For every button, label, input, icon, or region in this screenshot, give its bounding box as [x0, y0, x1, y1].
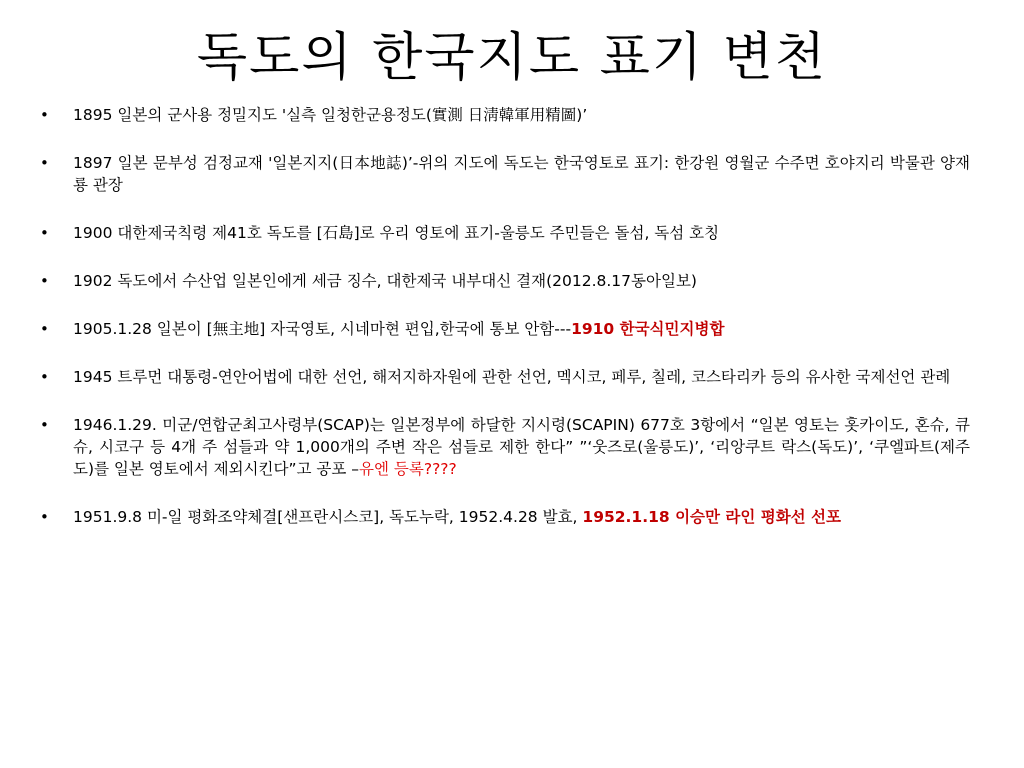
bullet-highlight: 유엔 등록????	[359, 460, 457, 478]
bullet-dot-icon: •	[40, 508, 49, 526]
bullet-text: 1900 대한제국칙령 제41호 독도를 [石島]로 우리 영토에 표기-울릉도 주민들은 돌섬, 독섬 호칭	[73, 224, 720, 242]
bullet-dot-icon: •	[40, 272, 49, 290]
bullet-dot-icon: •	[40, 368, 49, 386]
bullet-text: 1951.9.8 미-일 평화조약체결[샌프란시스코], 독도누락, 1952.4.28 발효,	[73, 508, 583, 526]
bullet-dot-icon: •	[40, 154, 49, 172]
bullet-item-1895	[40, 104, 970, 126]
bullet-item-1945	[40, 366, 970, 388]
bullet-text: 1905.1.28 일본이 [無主地] 자국영토, 시네마현 편입,한국에 통보 안함---	[73, 320, 572, 338]
bullet-dot-icon: •	[40, 320, 49, 338]
bullet-dot-icon: •	[40, 416, 49, 434]
bullet-highlight: 1952.1.18 이승만 라인 평화선 선포	[582, 508, 841, 526]
bullet-text: 1946.1.29. 미군/연합군최고사령부(SCAP)는 일본정부에 하달한 지시령(SCAPIN) 677호 3항에서 “일본 영토는 홋카이도, 혼슈, 큐슈, 시코구 등 4개 주 섬들과 약 1,000개의 주변 작은 섬들로 제한 한다” ”‘웃즈로(울릉도)’, ‘리앙쿠트 락스(독도)’, ‘쿠엘파트(제주도)를 일본 영토에서 제외시킨다”고 공포 –	[73, 416, 970, 478]
bullet-item-1951	[40, 506, 970, 528]
bullet-item-1905	[40, 318, 970, 340]
bullet-item-1897	[40, 152, 970, 196]
bullet-text: 1945 트루먼 대통령-연안어법에 대한 선언, 해저지하자원에 관한 선언, 멕시코, 페루, 칠레, 코스타리카 등의 유사한 국제선언 관례	[73, 368, 951, 386]
bullet-item-1946	[40, 414, 970, 480]
bullet-item-1902	[40, 270, 970, 292]
bullet-highlight: 1910 한국식민지병합	[571, 320, 725, 338]
bullet-list	[40, 104, 970, 554]
bullet-text: 1902 독도에서 수산업 일본인에게 세금 징수, 대한제국 내부대신 결재(2012.8.17동아일보)	[73, 272, 697, 290]
bullet-text: 1895 일본의 군사용 정밀지도 '실측 일청한군용정도(實測 日淸韓軍用精圖)’	[73, 106, 588, 124]
bullet-dot-icon: •	[40, 224, 49, 242]
slide-title: 독도의 한국지도 표기 변천	[196, 28, 828, 88]
bullet-dot-icon: •	[40, 106, 49, 124]
bullet-text: 1897 일본 문부성 검정교재 '일본지지(日本地誌)’-위의 지도에 독도는 한국영토로 표기: 한강원 영월군 수주면 호야지리 박물관 양재룡 관장	[73, 154, 970, 194]
bullet-item-1900	[40, 222, 970, 244]
